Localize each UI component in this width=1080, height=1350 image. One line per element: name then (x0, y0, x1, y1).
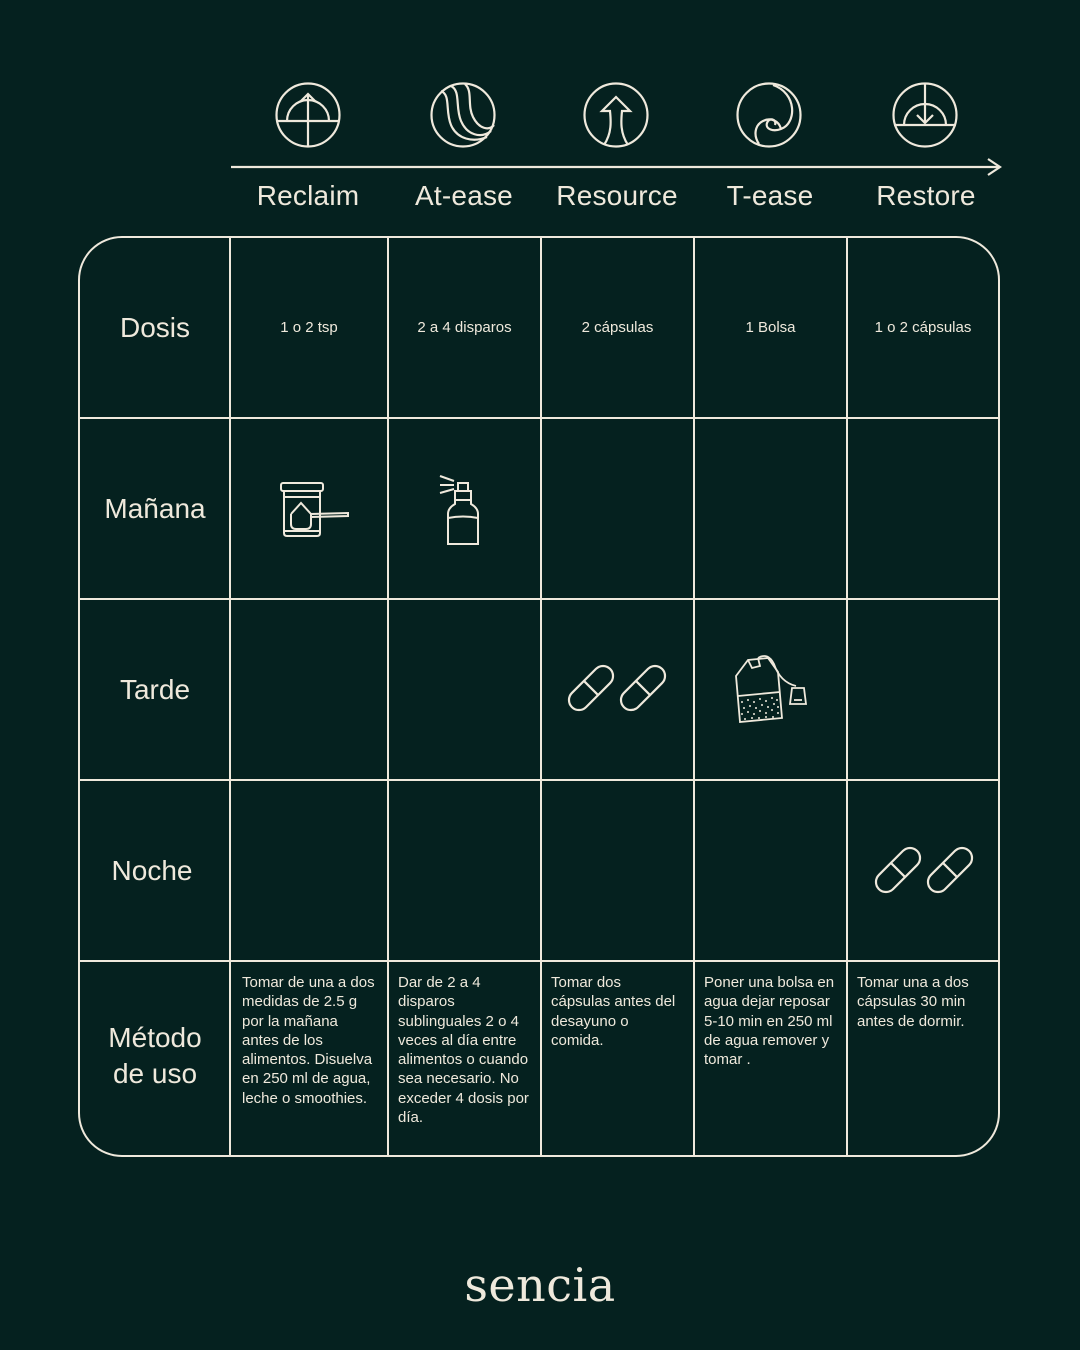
dose-reclaim: 1 o 2 tsp (280, 319, 338, 336)
reclaim-icon (274, 81, 342, 149)
dose-restore: 1 o 2 cápsulas (874, 319, 972, 336)
row-label-text: Mañana (104, 492, 206, 524)
dose-resource: 2 cápsulas (581, 319, 654, 336)
method-t-ease: Poner una bolsa en agua dejar reposar 5-10 min en 250 ml de agua remover y tomar . (704, 974, 835, 1069)
product-label-t-ease: T-ease (726, 180, 814, 211)
timeline-arrow-icon (231, 158, 1003, 176)
capsules-icon (565, 660, 669, 721)
row-label-noche (78, 781, 227, 960)
row-label-text: Método (108, 1022, 202, 1053)
row-label-text: Tarde (119, 673, 191, 705)
product-label-restore: Restore (876, 180, 976, 211)
row-label-text: Dosis (119, 311, 190, 343)
dosage-table (78, 236, 1000, 1157)
sencia-logo: sencia (464, 1258, 616, 1312)
row-divider (80, 960, 998, 962)
method-at-ease: Dar de 2 a 4 disparos sublinguales 2 o 4 veces al día entre alimentos o cuando sea necesario. No exceder 4 dosis por día. (398, 974, 529, 1127)
at-ease-icon (429, 81, 497, 149)
jar-scoop-icon (278, 481, 352, 544)
restore-icon (891, 81, 959, 149)
row-label-tarde (80, 600, 230, 779)
spray-bottle-icon (436, 474, 482, 551)
tea-bag-icon (732, 652, 814, 731)
row-label-dosis (80, 238, 230, 417)
product-label-resource: Resource (556, 180, 678, 211)
dose-t-ease: 1 Bolsa (745, 319, 796, 336)
row-label-text: de uso (112, 1058, 198, 1089)
row-label-metodo (80, 996, 230, 1116)
t-ease-icon (735, 81, 803, 149)
resource-icon (582, 81, 650, 149)
product-label-reclaim: Reclaim (256, 180, 360, 211)
method-restore: Tomar una a dos cápsulas 30 min antes de dormir. (857, 974, 969, 1030)
method-resource: Tomar dos cápsulas antes del desayuno o comida. (551, 974, 676, 1049)
product-label-at-ease: At-ease (415, 180, 513, 211)
row-label-text: Noche (111, 854, 193, 886)
row-label-manana (80, 419, 230, 598)
method-reclaim: Tomar de una a dos medidas de 2.5 g por la mañana antes de los alimentos. Disuelva en 250 ml de agua, leche o smoothies. (242, 974, 375, 1107)
capsules-icon (872, 842, 976, 903)
dose-at-ease: 2 a 4 disparos (417, 319, 512, 336)
